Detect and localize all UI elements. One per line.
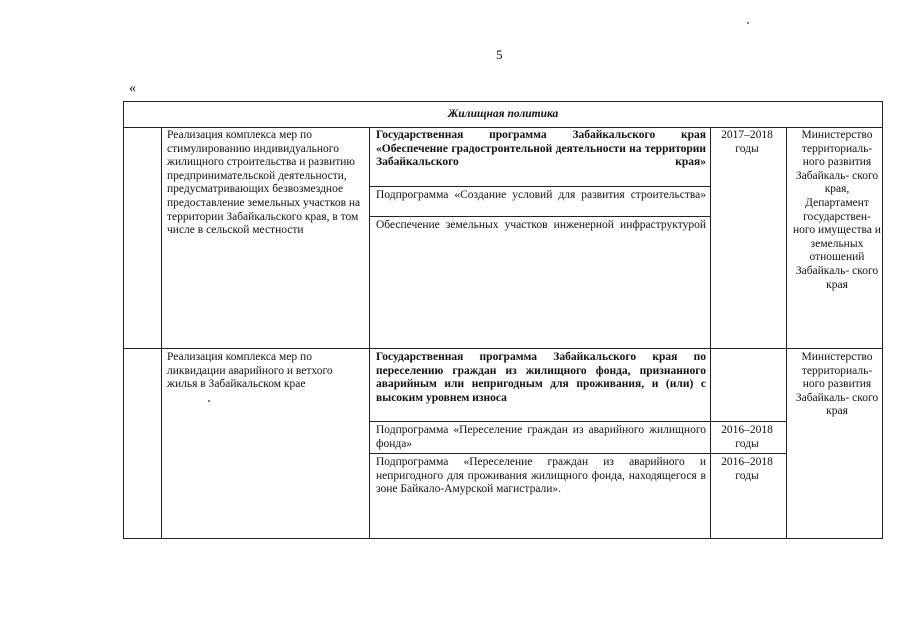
scan-speck [208,400,210,402]
row1-measure: Обеспечение земельных участков инженерной инфраструктурой [376,219,706,231]
row2-executor: Министерство территориаль- ного развития Забайкаль- ского края [795,351,879,418]
row1-program-divider-2 [369,216,711,217]
row1-term: 2017–2018 годы [721,129,773,155]
row2-program-divider-2 [369,453,787,454]
row2-program-state: Государственная программа Забайкальского края по переселению граждан из жилищного фонда, признанного аварийным или непригодным для проживания, и (или) с высоким уровнем износа [376,351,706,404]
row2-activity: Реализация комплекса мер по ликвидации аварийного и ветхого жилья в Забайкальском крае [167,351,333,391]
page-number: 5 [496,47,503,62]
row1-executor: Министерство территориаль- ного развития Забайкаль- ского края, Департамент государствен- ного имущества и земельных отношений Забайкаль- ского края [793,129,881,291]
row2-term-1: 2016–2018 годы [721,424,773,450]
row1-program-divider-1 [369,186,711,187]
row-divider [124,348,882,349]
column-divider-1 [161,127,162,538]
column-divider-2 [369,127,370,538]
row2-subprogram-2: Подпрограмма «Переселение граждан из аварийного и непригодного для проживания жилищного фонда, находящегося в зоне Байкало-Амурской магистрали». [376,456,706,496]
section-title: Жилищная политика [447,108,559,120]
column-divider-4 [786,127,787,538]
row1-program-state: Государственная программа Забайкальского края «Обеспечение градостроительной деятельности на территории Забайкальского края» [376,129,706,169]
housing-policy-table [123,101,883,539]
row2-term-2: 2016–2018 годы [721,456,773,482]
row1-activity: Реализация комплекса мер по стимулированию индивидуального жилищного строительства и развитию предпринимательской деятельности, предусматривающих безвозмездное предоставление земельных участков на территории Забайкальского края, в том числе в сельской местности [167,129,361,237]
column-divider-3 [710,127,711,538]
row1-subprogram: Подпрограмма «Создание условий для развития строительства» [376,189,706,201]
row2-subprogram-1: Подпрограмма «Переселение граждан из аварийного жилищного фонда» [376,424,706,450]
header-divider [124,127,882,128]
opening-quote-mark: « [129,81,136,96]
row2-program-divider-1 [369,421,787,422]
scan-speck [747,22,749,24]
